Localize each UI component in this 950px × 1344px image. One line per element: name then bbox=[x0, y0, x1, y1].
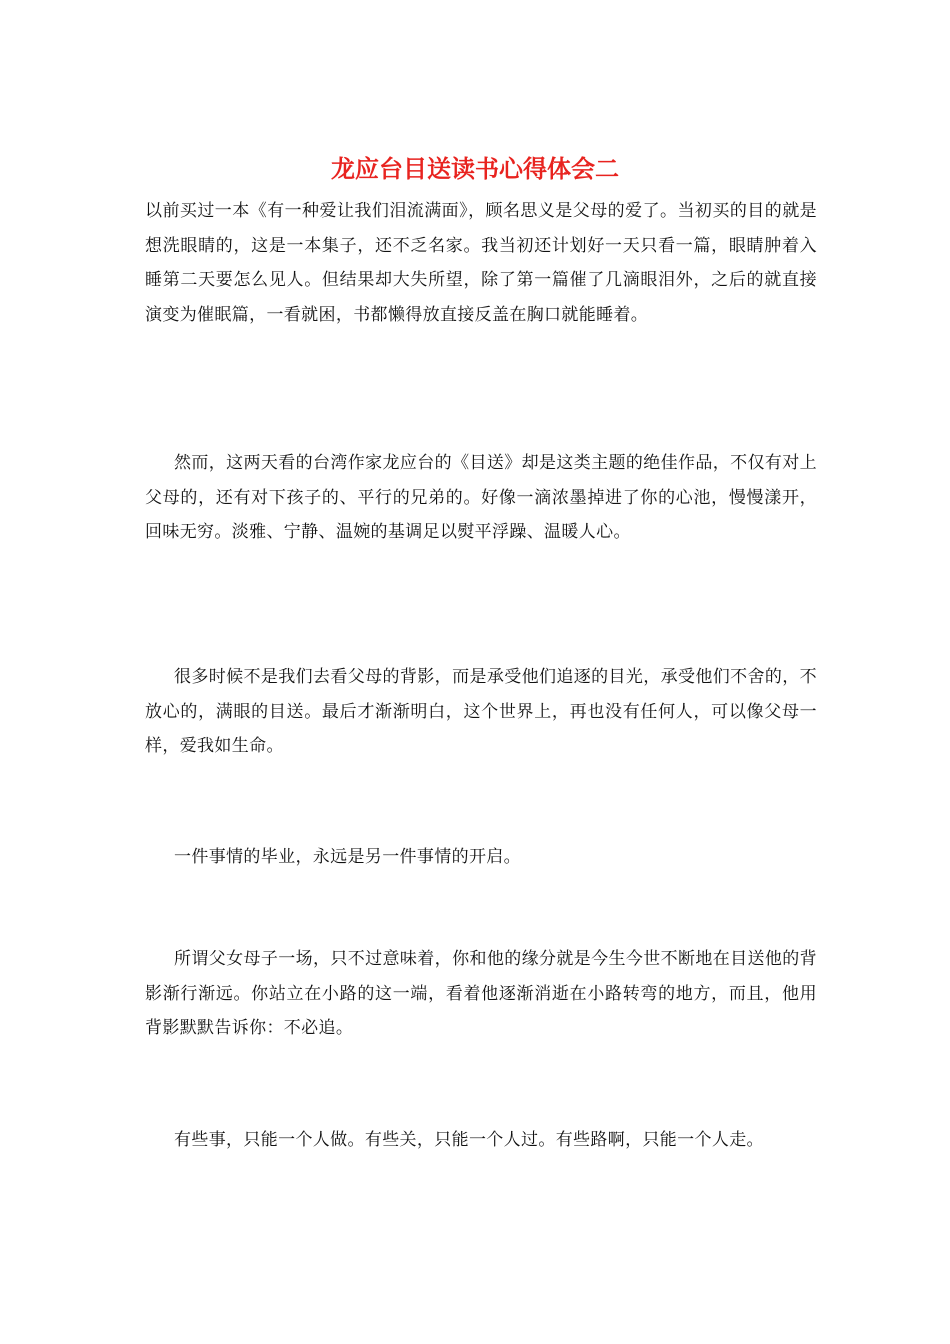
paragraph-3: 很多时候不是我们去看父母的背影，而是承受他们追逐的目光，承受他们不舍的，不放心的，满眼的目送。最后才渐渐明白，这个世界上，再也没有任何人，可以像父母一样，爱我如生命。 bbox=[145, 667, 817, 756]
paragraph-1: 以前买过一本《有一种爱让我们泪流满面》，顾名思义是父母的爱了。当初买的目的就是想洗眼睛的，这是一本集子，还不乏名家。我当初还计划好一天只看一篇，眼睛肿着入睡第二天要怎么见人。但结果却大失所望，除了第一篇催了几滴眼泪外，之后的就直接演变为催眠篇，一看就困，书都懒得放直接反盖在胸口就能睡着。 bbox=[145, 201, 817, 325]
paragraph-5: 所谓父女母子一场，只不过意味着，你和他的缘分就是今生今世不断地在目送他的背影渐行渐远。你站立在小路的这一端，看着他逐渐消逝在小路转弯的地方，而且，他用背影默默告诉你：不必追。 bbox=[145, 949, 817, 1038]
paragraph-6: 有些事，只能一个人做。有些关，只能一个人过。有些路啊，只能一个人走。 bbox=[174, 1130, 764, 1150]
paragraph-4: 一件事情的毕业，永远是另一件事情的开启。 bbox=[174, 847, 521, 867]
paragraph-2: 然而，这两天看的台湾作家龙应台的《目送》却是这类主题的绝佳作品，不仅有对上父母的，还有对下孩子的、平行的兄弟的。好像一滴浓墨掉进了你的心池，慢慢漾开，回味无穷。淡雅、宁静、温婉的基调足以熨平浮躁、温暖人心。 bbox=[145, 453, 817, 542]
document-title: 龙应台目送读书心得体会二 bbox=[331, 154, 619, 183]
